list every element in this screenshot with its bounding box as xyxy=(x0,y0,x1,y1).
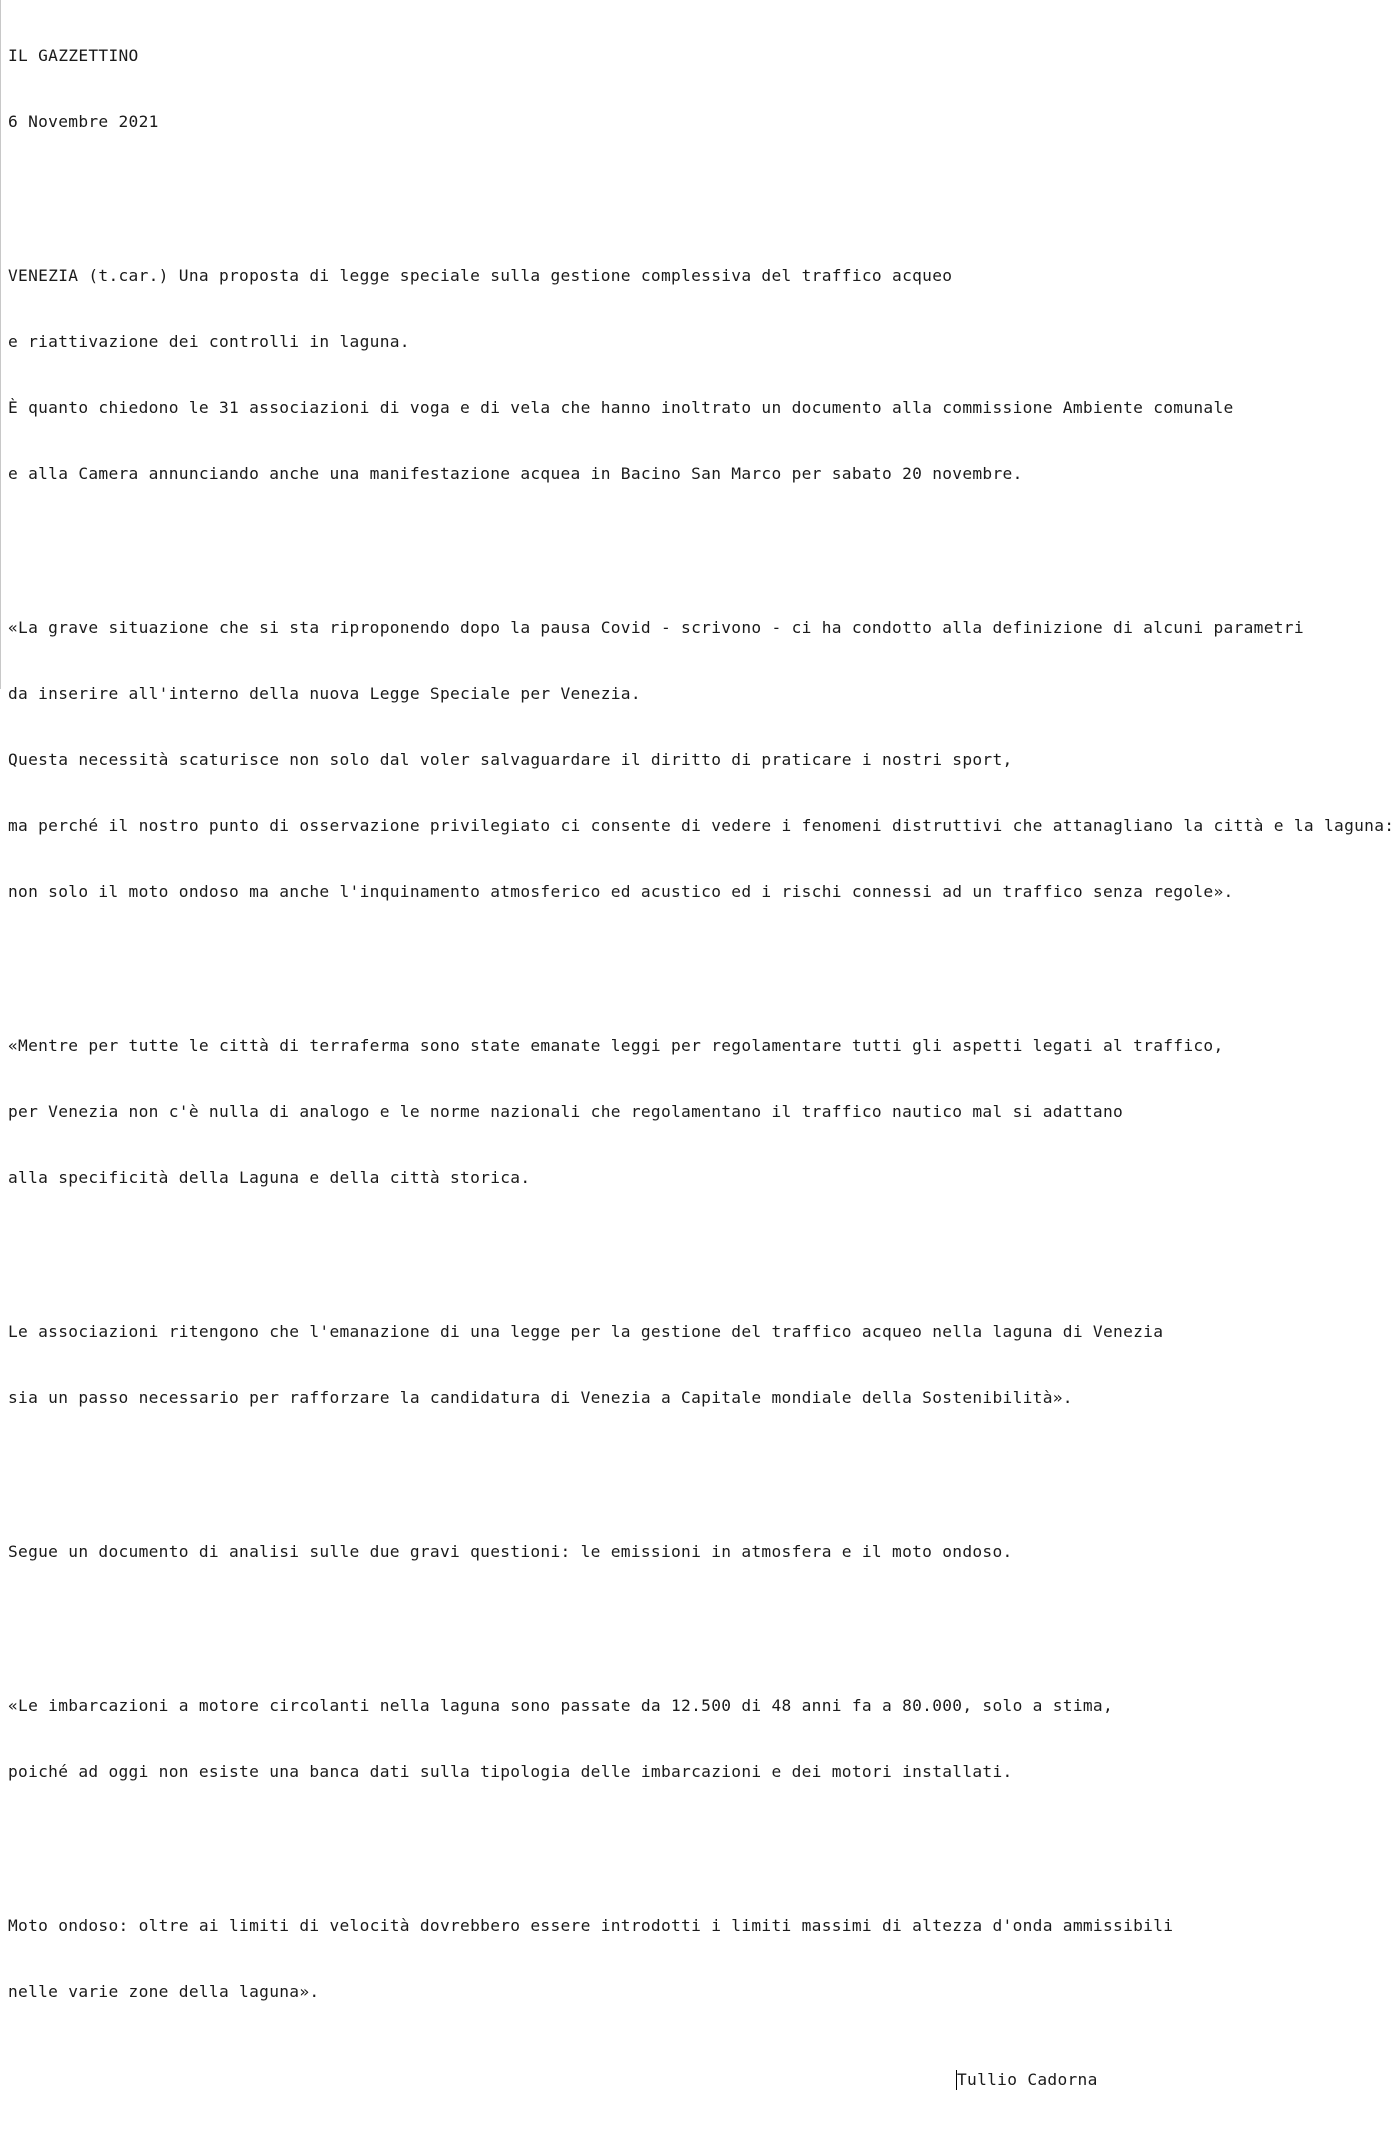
blank-line xyxy=(8,1607,1394,1629)
blank-line xyxy=(8,177,1394,199)
paragraph-line: Moto ondoso: oltre ai limiti di velocità dovrebbero essere introdotti i limiti massimi di altezza d'onda ammissibili xyxy=(8,1916,1174,1935)
paragraph-line: «Mentre per tutte le città di terraferma sono state emanate leggi per regolamentare tutti gli aspetti legati al traffico, xyxy=(8,1036,1224,1055)
blank-line xyxy=(8,1827,1394,1849)
paragraph-line: È quanto chiedono le 31 associazioni di voga e di vela che hanno inoltrato un documento alla commissione Ambiente comunale xyxy=(8,398,1234,417)
author-signature xyxy=(957,2069,1098,2091)
paragraph-line: sia un passo necessario per rafforzare la candidatura di Venezia a Capitale mondiale della Sostenibilità». xyxy=(8,1388,1073,1407)
blank-line xyxy=(8,1233,1394,1255)
author-name: Tullio Cadorna xyxy=(957,2070,1098,2089)
paragraph-line: e riattivazione dei controlli in laguna. xyxy=(8,332,410,351)
paragraph-line: poiché ad oggi non esiste una banca dati sulla tipologia delle imbarcazioni e dei motori installati. xyxy=(8,1762,1013,1781)
paragraph-line: ma perché il nostro punto di osservazione privilegiato ci consente di vedere i fenomeni distruttivi che attanagliano la città e la laguna: xyxy=(8,816,1395,835)
paragraph-line: non solo il moto ondoso ma anche l'inquinamento atmosferico ed acustico ed i rischi connessi ad un traffico senza regole». xyxy=(8,882,1234,901)
paragraph-line: nelle varie zone della laguna». xyxy=(8,1982,320,2001)
paragraph-line: Le associazioni ritengono che l'emanazione di una legge per la gestione del traffico acqueo nella laguna di Venezia xyxy=(8,1322,1164,1341)
paragraph-line: da inserire all'interno della nuova Legge Speciale per Venezia. xyxy=(8,684,641,703)
text-caret xyxy=(956,2070,957,2090)
paragraph-line: Segue un documento di analisi sulle due gravi questioni: le emissioni in atmosfera e il moto ondoso. xyxy=(8,1542,1013,1561)
paragraph-line: VENEZIA (t.car.) Una proposta di legge speciale sulla gestione complessiva del traffico acqueo xyxy=(8,266,953,285)
paragraph-line: «Le imbarcazioni a motore circolanti nella laguna sono passate da 12.500 di 48 anni fa a 80.000, solo a stima, xyxy=(8,1696,1114,1715)
signature-row xyxy=(8,2069,1394,2091)
blank-line xyxy=(8,529,1394,551)
article-date: 6 Novembre 2021 xyxy=(8,112,159,131)
paragraph-line: e alla Camera annunciando anche una manifestazione acquea in Bacino San Marco per sabato 20 novembre. xyxy=(8,464,1023,483)
paragraph-line: per Venezia non c'è nulla di analogo e le norme nazionali che regolamentano il traffico nautico mal si adattano xyxy=(8,1102,1124,1121)
paragraph-line: alla specificità della Laguna e della città storica. xyxy=(8,1168,531,1187)
newspaper-name: IL GAZZETTINO xyxy=(8,46,139,65)
blank-line xyxy=(8,947,1394,969)
paragraph-line: «La grave situazione che si sta riproponendo dopo la pausa Covid - scrivono - ci ha condotto alla definizione di alcuni parametri xyxy=(8,618,1304,637)
blank-line xyxy=(8,1453,1394,1475)
document-text[interactable] xyxy=(8,1,1394,2135)
paragraph-line: Questa necessità scaturisce non solo dal voler salvaguardare il diritto di praticare i nostri sport, xyxy=(8,750,1013,769)
